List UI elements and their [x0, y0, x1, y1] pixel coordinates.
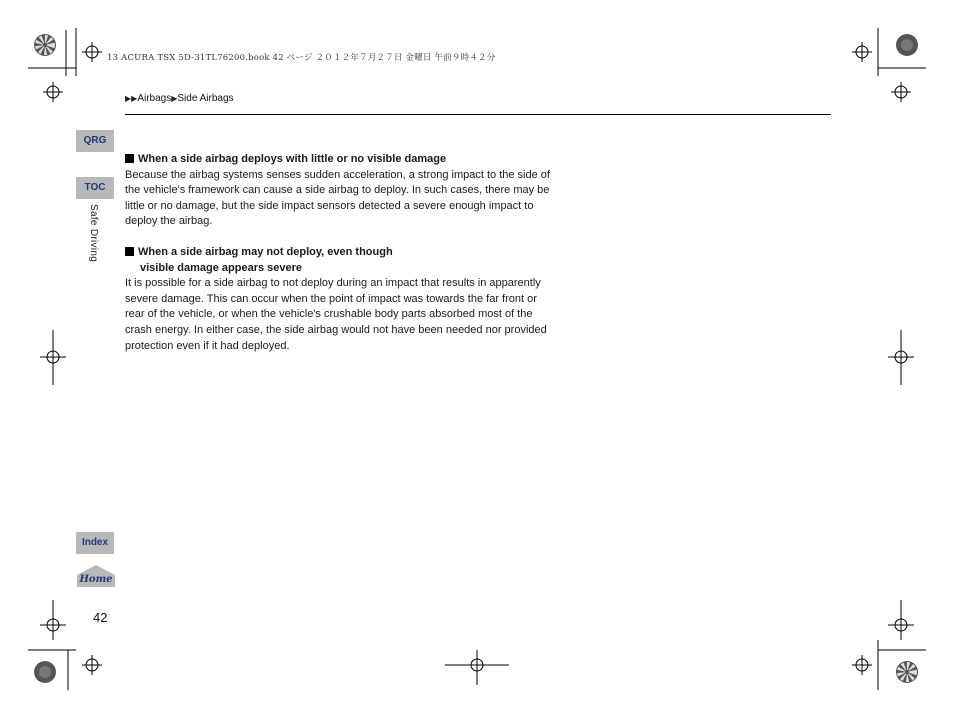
- section-heading: [125, 245, 555, 261]
- breadcrumb-item-airbags[interactable]: Airbags: [137, 93, 172, 104]
- square-bullet-icon: [125, 247, 134, 256]
- qrg-button[interactable]: QRG: [76, 130, 114, 152]
- section-heading-text: When a side airbag may not deploy, even though: [138, 245, 393, 258]
- breadcrumb-arrow-icon: ▶▶: [125, 94, 138, 103]
- section-heading-text: When a side airbag deploys with little or no visible damage: [138, 153, 447, 165]
- home-icon: [76, 564, 116, 588]
- section-body: It is possible for a side airbag to not deploy during an impact that results in apparently severe damage. This can occur when the point of impact was towards the far front or rear of the vehicle, or when the vehicle's crushable body parts absorbed most of the crash energy. In either case, the side airbag would not have been needed nor provided protection even if it had deployed.: [125, 277, 547, 352]
- index-button[interactable]: Index: [76, 532, 114, 554]
- section-heading-continued: visible damage appears severe: [140, 261, 303, 274]
- page-number: 42: [93, 610, 108, 625]
- breadcrumb-arrow-icon: ▶: [171, 94, 178, 103]
- breadcrumb: [125, 93, 234, 104]
- section-label: Safe Driving: [88, 204, 99, 263]
- section-body: Because the airbag systems senses sudden acceleration, a strong impact to the side of the vehicle's framework can cause a side airbag to deploy. In such cases, there may be little or no damage, but the side impact sensors detected a severe enough impact to deploy the airbag.: [125, 168, 550, 228]
- file-header: 13 ACURA TSX 5D-31TL76200.book 42 ページ ２０１２年７月２７日 金曜日 午前９時４２分: [107, 53, 496, 63]
- toc-button[interactable]: TOC: [76, 177, 114, 199]
- square-bullet-icon: [125, 154, 134, 163]
- section-heading: [125, 152, 555, 168]
- header-rule: [125, 114, 831, 115]
- main-content: [125, 152, 555, 369]
- home-button[interactable]: [76, 564, 116, 588]
- breadcrumb-item-side-airbags[interactable]: Side Airbags: [177, 93, 234, 104]
- home-label: Home: [79, 574, 113, 585]
